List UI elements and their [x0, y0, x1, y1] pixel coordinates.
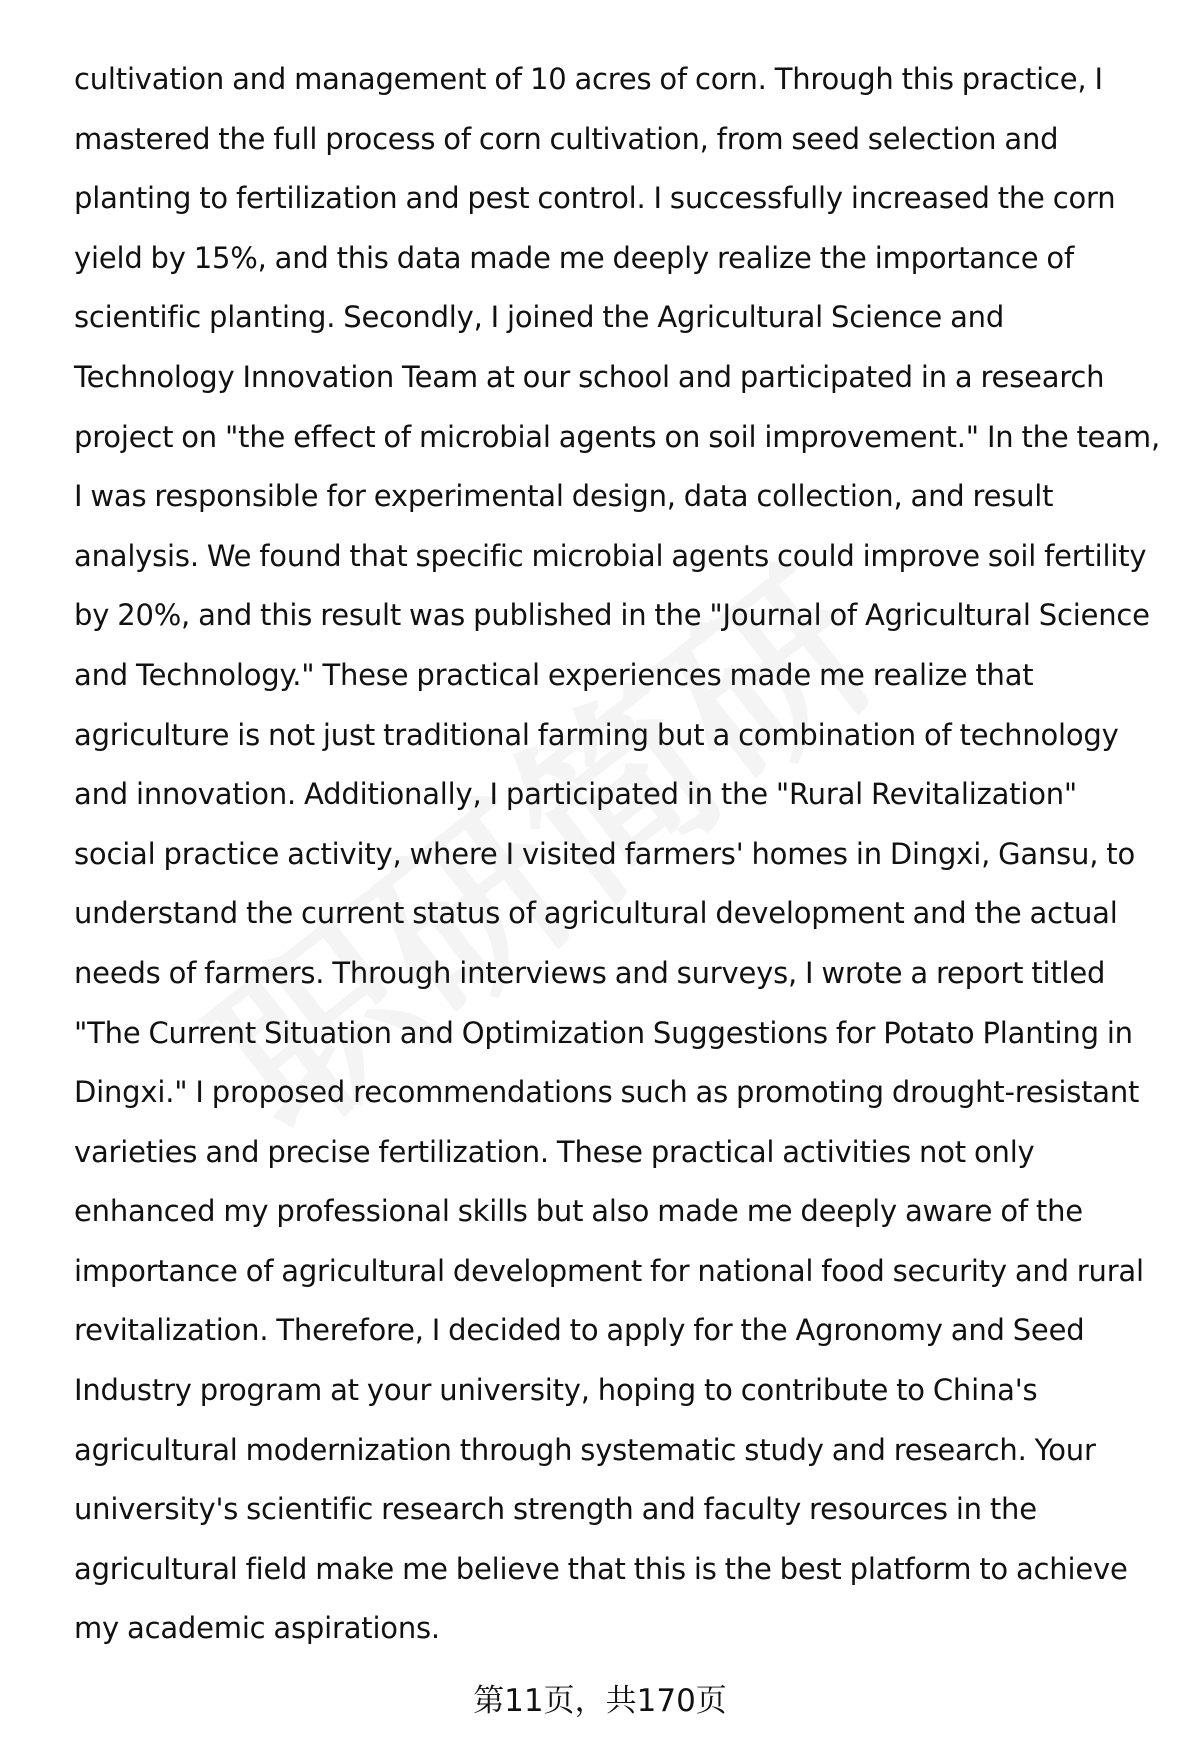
body-paragraph: cultivation and management of 10 acres of corn. Through this practice, I mastered the full process of corn cultivation, from seed selection and planting to fertilization and pest control. I successfully increased the corn yield by 15%, and this data made me deeply realize the importance of scientific planting. Secondly, I joined the Agricultural Science and Technology Innovation Team at our school and participated in a research project on "the effect of microbial agents on soil improvement." In the team, I was responsible for experimental design, data collection, and result analysis. We found that specific microbial agents could improve soil fertility by 20%, and this result was published in the "Journal of Agricultural Science and Technology." These practical experiences made me realize that agriculture is not just traditional farming but a combination of technology and innovation. Additionally, I participated in the "Rural Revitalization" social practice activity, where I visited farmers' homes in Dingxi, Gansu, to understand the current status of agricultural development and the actual needs of farmers. Through interviews and surveys, I wrote a report titled "The Current Situation and Optimization Suggestions for Potato Planting in Dingxi." I proposed recommendations such as promoting drought-resistant varieties and precise fertilization. These practical activities not only enhanced my professional skills but also made me deeply aware of the importance of agricultural development for national food security and rural revitalization. Therefore, I decided to apply for the Agronomy and Seed Industry program at your university, hoping to contribute to China's agricultural modernization through systematic study and research. Your university's scientific research strength and faculty resources in the agricultural field make me believe that this is the best platform to achieve my academic aspirations.	[74, 62, 1160, 1646]
page-number: 第11页，共170页	[473, 1683, 727, 1719]
